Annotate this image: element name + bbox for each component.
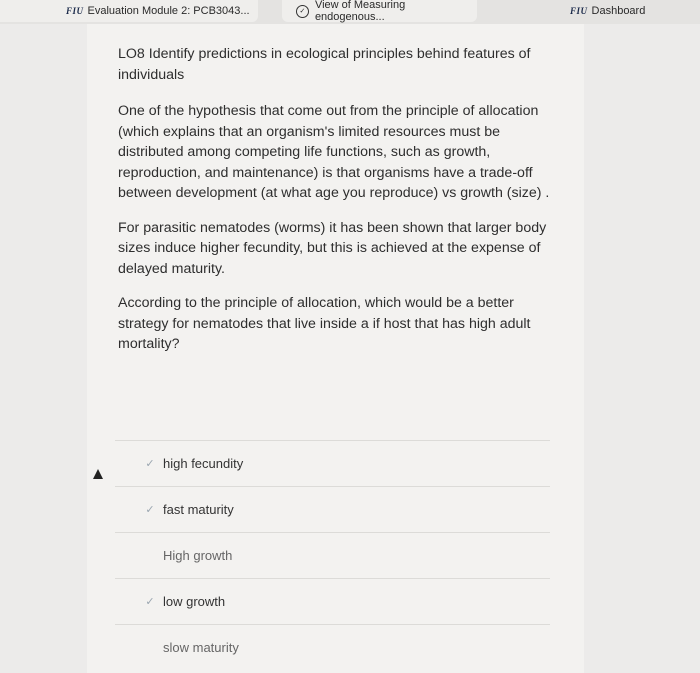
empty-check-icon bbox=[143, 549, 157, 562]
answer-label: slow maturity bbox=[163, 640, 239, 655]
checkmark-icon: ✓ bbox=[145, 504, 155, 516]
learning-objective: LO8 Identify predictions in ecological principles behind features of individuals bbox=[118, 46, 531, 83]
fiu-logo-icon: FIU bbox=[66, 6, 84, 16]
tab-dashboard[interactable] bbox=[560, 0, 700, 22]
checkmark-icon: ✓ bbox=[145, 458, 155, 470]
answer-option[interactable] bbox=[115, 486, 550, 532]
answer-label: fast maturity bbox=[163, 502, 234, 517]
empty-check-icon bbox=[143, 641, 157, 654]
answer-label: high fecundity bbox=[163, 456, 244, 471]
tab-view-measuring[interactable] bbox=[282, 0, 477, 22]
question-text bbox=[118, 44, 558, 369]
mouse-cursor-icon bbox=[93, 469, 103, 479]
question-paragraph-1: One of the hypothesis that come out from the principle of allocation (which explains that an organism's limited resources must be distributed among competing life functions, such as growth, reproduction, and maintenance) is that organisms have a trade-off between development (at what age you reproduce) vs growth (size) . bbox=[118, 103, 550, 201]
question-paragraph-3: According to the principle of allocation, which would be a better strategy for nematodes that live inside a if host that has high adult mortality? bbox=[118, 295, 531, 352]
tab-label: View of Measuring endogenous... bbox=[314, 0, 406, 23]
tab-label: Evaluation Module 2: PCB3043... bbox=[87, 5, 250, 17]
answer-option[interactable] bbox=[115, 578, 550, 624]
tab-evaluation-module[interactable] bbox=[0, 0, 258, 22]
fiu-logo-icon: FIU bbox=[570, 6, 588, 16]
tab-label: Dashboard bbox=[591, 5, 646, 17]
answer-label: High growth bbox=[163, 548, 233, 563]
answer-label: low growth bbox=[163, 594, 226, 609]
question-paragraph-2: For parasitic nematodes (worms) it has been shown that larger body sizes induce higher fecundity, but this is achieved at the expense of delayed maturity. bbox=[118, 219, 547, 277]
checkmark-icon: ✓ bbox=[145, 596, 155, 608]
answer-option[interactable] bbox=[115, 532, 550, 578]
browser-tab-bar bbox=[0, 0, 700, 24]
answer-option[interactable] bbox=[115, 624, 550, 670]
view-circle-icon: ✓ bbox=[296, 5, 309, 18]
answer-option[interactable] bbox=[115, 440, 550, 486]
answer-list bbox=[115, 440, 550, 670]
